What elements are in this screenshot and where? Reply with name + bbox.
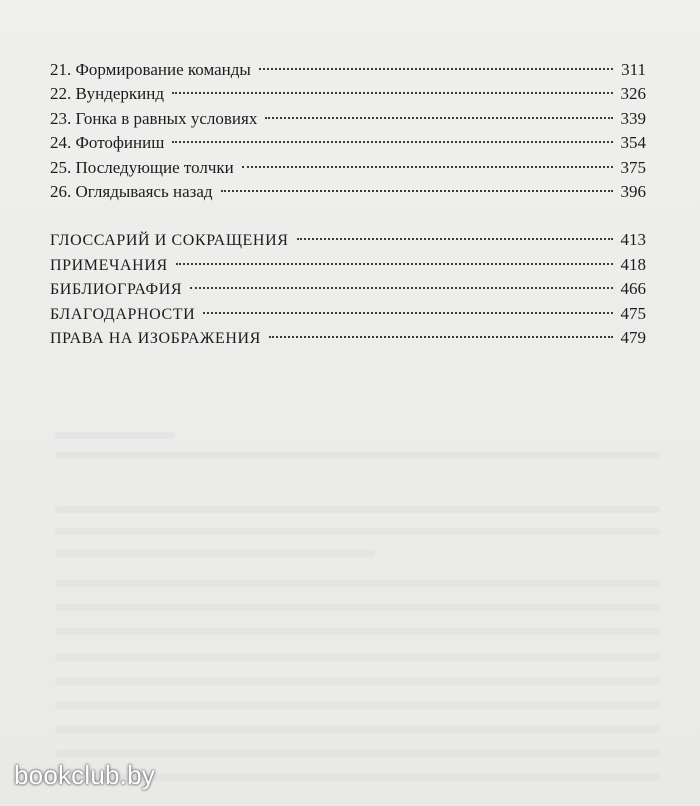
toc-entry-title: 21. Формирование команды: [50, 60, 251, 79]
bleed-through-line: [55, 628, 660, 635]
toc-entry-page: 466: [620, 279, 646, 299]
bleed-through-line: [55, 750, 660, 757]
table-of-contents: [50, 58, 646, 350]
dot-leader: [242, 165, 613, 168]
dot-leader: [203, 311, 612, 314]
toc-entry-title: ПРИМЕЧАНИЯ: [50, 256, 168, 274]
toc-entry-page: 339: [620, 108, 646, 128]
toc-entry-22: [50, 82, 646, 106]
toc-entry-page: 413: [620, 230, 646, 250]
bleed-through-line: [55, 726, 660, 733]
toc-entry-notes: [50, 253, 646, 277]
bleed-through-line: [55, 654, 660, 661]
dot-leader: [221, 189, 613, 192]
toc-entry-21: [50, 58, 646, 82]
bleed-through-line: [55, 702, 660, 709]
toc-entry-page: 326: [620, 84, 646, 104]
toc-entry-page: 418: [620, 254, 646, 274]
toc-entry-23: [50, 107, 646, 131]
toc-entry-25: [50, 156, 646, 180]
toc-entry-title: БИБЛИОГРАФИЯ: [50, 281, 183, 299]
dot-leader: [265, 116, 612, 119]
toc-entry-page: 375: [620, 157, 646, 177]
toc-entry-title: 22. Вундеркинд: [50, 84, 165, 104]
toc-entry-26: [50, 180, 646, 204]
toc-entry-page: 479: [620, 327, 646, 347]
toc-entry-title: ПРАВА НА ИЗОБРАЖЕНИЯ: [50, 329, 261, 347]
toc-entry-title: БЛАГОДАРНОСТИ: [50, 305, 196, 323]
toc-entry-page: 475: [620, 303, 646, 323]
section-gap: [50, 204, 646, 228]
toc-entry-acknowledgements: [50, 302, 646, 326]
toc-entry-page: 396: [620, 181, 646, 201]
toc-entry-glossary: [50, 228, 646, 252]
bleed-through-line: [55, 506, 660, 513]
dot-leader: [190, 286, 612, 289]
toc-entry-title: 23. Гонка в равных условиях: [50, 108, 258, 128]
bleed-through-line: [55, 432, 175, 439]
dot-leader: [297, 237, 613, 240]
toc-entry-title: 24. Фотофиниш: [50, 133, 165, 153]
dot-leader: [176, 262, 613, 265]
bleed-through-line: [55, 452, 660, 459]
bleed-through-line: [55, 678, 660, 685]
toc-entry-title: 25. Последующие толчки: [50, 157, 234, 177]
toc-entry-image-credits: [50, 326, 646, 350]
watermark-text: bookclub.by: [14, 760, 155, 790]
bleed-through-line: [55, 580, 660, 587]
toc-entry-24: [50, 131, 646, 155]
dot-leader: [172, 91, 612, 94]
dot-leader: [172, 140, 612, 143]
dot-leader: [269, 335, 613, 338]
toc-entry-title: 26. Оглядываясь назад: [50, 181, 213, 201]
bleed-through-line: [55, 528, 660, 535]
bleed-through-line: [55, 550, 375, 557]
dot-leader: [259, 67, 613, 70]
bleed-through-line: [55, 604, 660, 611]
toc-entry-page: 311: [621, 60, 646, 79]
toc-entry-title: ГЛОССАРИЙ И СОКРАЩЕНИЯ: [50, 232, 289, 250]
toc-entry-page: 354: [620, 133, 646, 153]
toc-entry-bibliography: [50, 277, 646, 301]
